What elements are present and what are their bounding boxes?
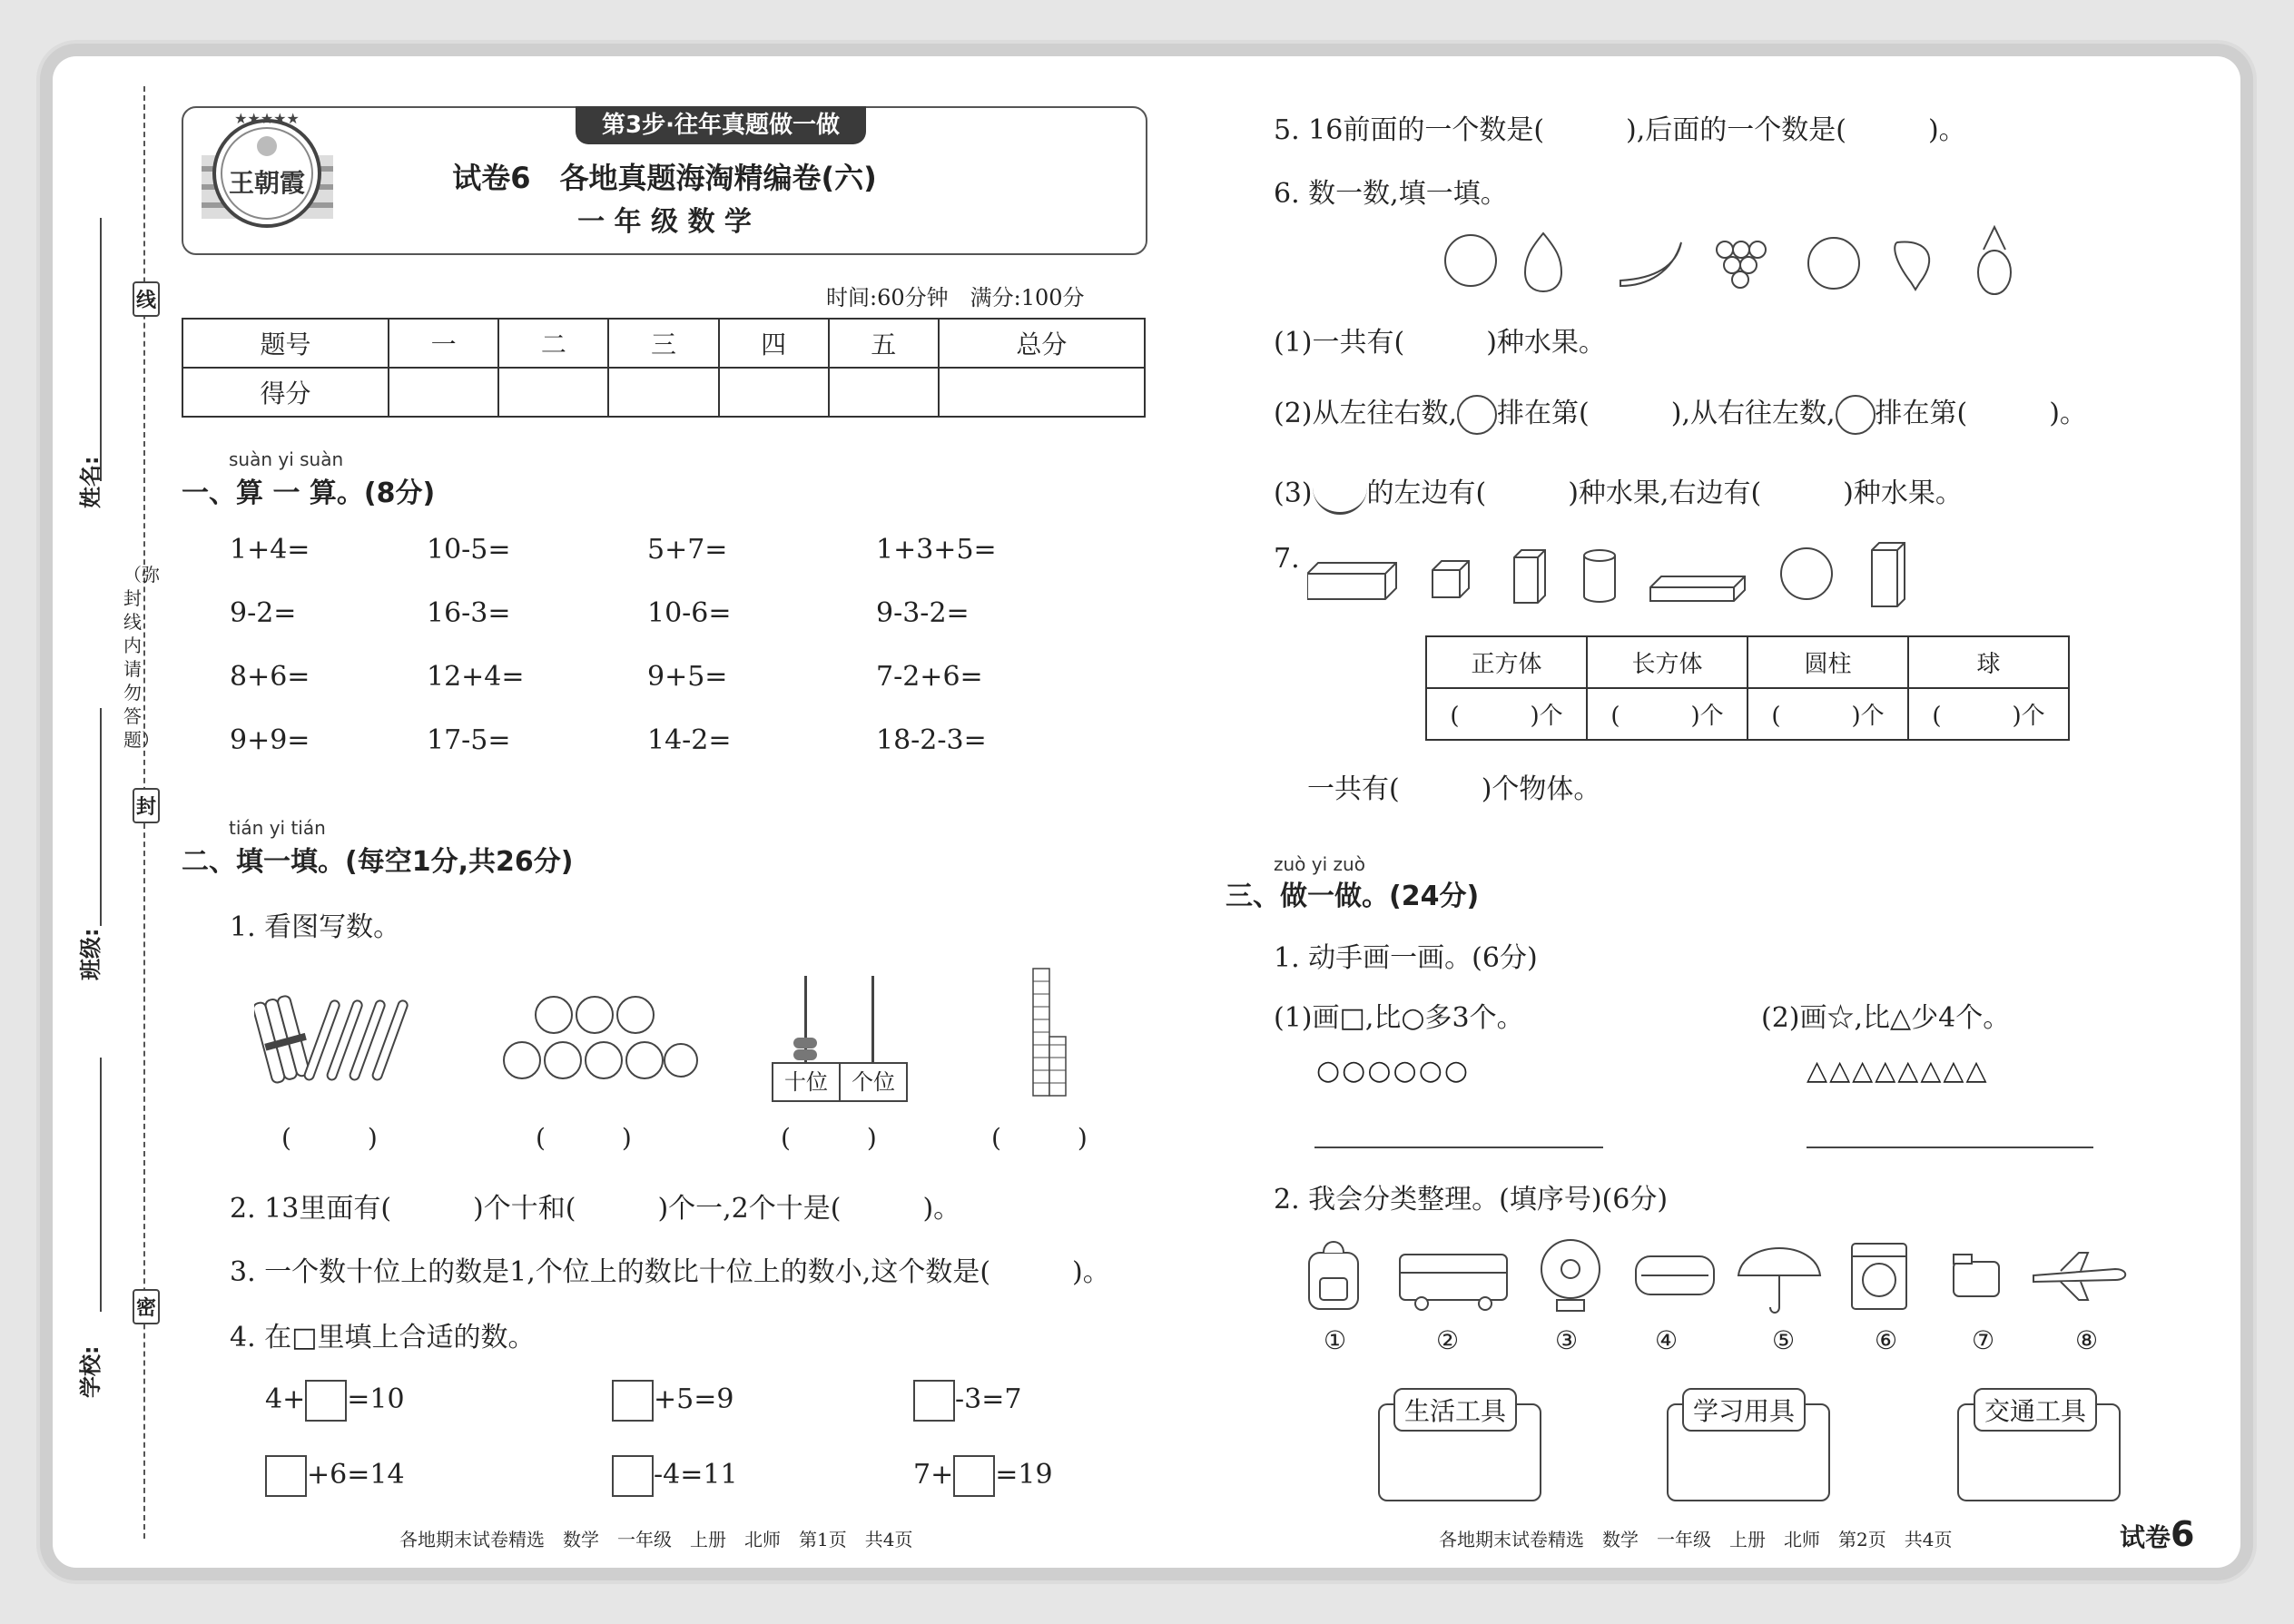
q6-2-line: [1274, 390, 2087, 435]
q1-text: 1. 看图写数。: [230, 911, 401, 943]
orange-icon: [1836, 395, 1876, 435]
q3-text: 3. 一个数十位上的数是1,个位上的数比十位上的数小,这个数是( )。: [230, 1256, 1110, 1288]
calc-item: 12+4=: [427, 661, 525, 693]
draw-line-2[interactable]: [1807, 1147, 2093, 1148]
section2-title: 二、填一填。(每空1分,共26分): [182, 846, 574, 878]
answer-blank[interactable]: ( ): [781, 1123, 877, 1153]
category-label: 学习用具: [1682, 1388, 1806, 1432]
answer-box[interactable]: [612, 1380, 654, 1422]
q6-3a: (3): [1274, 477, 1313, 509]
answer-box[interactable]: [953, 1455, 995, 1497]
shape-count-cell[interactable]: ( )个: [1748, 688, 1908, 740]
q6-3-line: [1274, 470, 1963, 515]
equation-part: 7+: [913, 1459, 954, 1491]
sharpener-icon: [1954, 1255, 1999, 1296]
score-header: 总分: [939, 319, 1145, 368]
margin-notice: （弥封线内请勿答题）: [123, 564, 160, 751]
exam-subtitle: 一 年 级 数 学: [577, 206, 752, 238]
q2-text: 2. 13里面有( )个十和( )个一,2个十是( )。: [230, 1193, 961, 1225]
cuboid-icon: [1650, 576, 1745, 601]
pineapple-icon: [1978, 251, 2011, 294]
q4-text: 4. 在□里填上合适的数。: [230, 1322, 536, 1353]
equation-part: -4=11: [654, 1459, 738, 1491]
abacus-ones-label: 个位: [839, 1062, 908, 1102]
name-line: [100, 218, 102, 481]
score-table: [182, 318, 1146, 418]
q6-2a: (2)从左往右数,: [1274, 398, 1458, 429]
answer-box[interactable]: [305, 1380, 347, 1422]
fan-icon: [1541, 1240, 1600, 1311]
abacus-bead: [793, 1038, 817, 1048]
item-number: ⑦: [1972, 1325, 1995, 1355]
score-header: 一: [389, 319, 498, 368]
item-number: ⑧: [2075, 1325, 2099, 1355]
backpack-icon: [1309, 1242, 1358, 1309]
shape-count-cell[interactable]: ( )个: [1908, 688, 2069, 740]
abacus-picture: [772, 976, 908, 1101]
shape-count-cell[interactable]: ( )个: [1426, 688, 1587, 740]
calc-item: 9-3-2=: [876, 597, 970, 629]
q6-1-text: (1)一共有( )种水果。: [1274, 327, 1606, 359]
class-label: 班级:: [78, 928, 103, 980]
q7-total: 一共有( )个物体。: [1307, 773, 1601, 805]
shape-header: 正方体: [1426, 636, 1587, 688]
draw-line-1[interactable]: [1314, 1147, 1603, 1148]
equation-part: +6=14: [307, 1459, 405, 1491]
triangles-row: △△△△△△△△: [1807, 1055, 1989, 1087]
exam-header: [182, 106, 1147, 255]
sticks-picture: [254, 989, 427, 1089]
section1-pinyin: suàn yi suàn: [229, 448, 344, 470]
section3-pinyin: zuò yi zuò: [1274, 853, 1365, 875]
cubes-picture: [1026, 964, 1071, 1100]
items-picture: [1298, 1235, 2133, 1316]
answer-blank[interactable]: ( ): [281, 1123, 378, 1153]
calc-item: 14-2=: [647, 724, 732, 756]
sphere-icon: [1781, 548, 1832, 599]
calc-item: 1+4=: [230, 534, 310, 566]
equation-part: =10: [347, 1383, 405, 1415]
footer-right: 各地期末试卷精选 数学 一年级 上册 北师 第2页 共4页: [1439, 1529, 1953, 1550]
calc-item: 1+3+5=: [876, 534, 997, 566]
q6-2c: 排在第( )。: [1875, 398, 2087, 429]
cube-icon: [1433, 561, 1469, 597]
shape-header: 球: [1908, 636, 2069, 688]
calc-item: 9+5=: [647, 661, 728, 693]
shape-count-cell[interactable]: ( )个: [1587, 688, 1748, 740]
item-number: ⑤: [1772, 1325, 1796, 1355]
peaches-picture: [499, 989, 699, 1089]
calc-item: 9-2=: [230, 597, 297, 629]
q6-text: 6. 数一数,填一填。: [1274, 178, 1508, 210]
equation-part: +5=9: [654, 1383, 734, 1415]
item-number: ②: [1436, 1325, 1460, 1355]
solids-picture: [1307, 537, 1915, 610]
score-cell[interactable]: [719, 368, 829, 417]
fill-equation-3: [913, 1380, 1021, 1422]
section1-title: 一、算 一 算。(8分): [182, 477, 436, 509]
fill-equation-2: [612, 1380, 733, 1422]
exam-title: 试卷6 各地真题海淘精编卷(六): [452, 161, 877, 195]
cuboid-icon: [1307, 563, 1396, 599]
margin-seal-char: 封: [133, 788, 160, 823]
s3-q1b: (2)画☆,比△少4个。: [1761, 1002, 2011, 1034]
score-cell[interactable]: [498, 368, 608, 417]
calc-item: 9+9=: [230, 724, 310, 756]
equation-part: 4+: [265, 1383, 306, 1415]
margin-line-char: 线: [133, 281, 160, 317]
calc-item: 5+7=: [647, 534, 728, 566]
fill-equation-1: [265, 1380, 405, 1422]
answer-blank[interactable]: ( ): [991, 1123, 1088, 1153]
equation-part: -3=7: [955, 1383, 1022, 1415]
fill-equation-5: [612, 1455, 738, 1497]
score-cell[interactable]: [608, 368, 718, 417]
q6-3b: 的左边有( )种水果,右边有( )种水果。: [1366, 477, 1963, 509]
item-number: ⑥: [1875, 1325, 1898, 1355]
calc-item: 18-2-3=: [876, 724, 987, 756]
score-header: 三: [608, 319, 718, 368]
q7-label: 7.: [1274, 543, 1300, 575]
item-number: ③: [1555, 1325, 1579, 1355]
washing-machine-icon: [1852, 1244, 1906, 1309]
pencil-case-icon: [1636, 1256, 1714, 1294]
paper-badge: [2120, 1514, 2194, 1554]
q5-text: 5. 16前面的一个数是( ),后面的一个数是( )。: [1274, 114, 1966, 146]
answer-box[interactable]: [265, 1455, 307, 1497]
item-number: ①: [1324, 1325, 1347, 1355]
fruits-picture: [1434, 222, 2033, 295]
svg-text:★★★★★: ★★★★★: [234, 110, 300, 127]
s3-q2-text: 2. 我会分类整理。(填序号)(6分): [1274, 1184, 1669, 1216]
umbrella-icon: [1738, 1248, 1820, 1313]
school-label: 学校:: [78, 1345, 103, 1398]
score-header: 五: [829, 319, 939, 368]
score-header: 题号: [182, 319, 389, 368]
category-label: 生活工具: [1393, 1388, 1517, 1432]
shape-count-table: [1425, 635, 2070, 741]
cuboid-icon: [1872, 543, 1905, 606]
abacus-tens-label: 十位: [772, 1062, 841, 1102]
category-label: 交通工具: [1974, 1388, 2097, 1432]
fill-equation-4: [265, 1455, 405, 1497]
name-label: 姓名:: [78, 456, 103, 508]
footer-left: 各地期末试卷精选 数学 一年级 上册 北师 第1页 共4页: [399, 1529, 913, 1550]
calc-item: 17-5=: [427, 724, 511, 756]
pear-icon: [1525, 233, 1561, 291]
shape-header: 长方体: [1587, 636, 1748, 688]
score-cell[interactable]: [389, 368, 498, 417]
s3-q1a: (1)画□,比○多3个。: [1274, 1002, 1524, 1034]
badge-number: 6: [2171, 1514, 2195, 1554]
score-cell[interactable]: [939, 368, 1145, 417]
orange-icon: [1808, 238, 1859, 289]
answer-box[interactable]: [913, 1380, 955, 1422]
calc-item: 8+6=: [230, 661, 310, 693]
score-header: 四: [719, 319, 829, 368]
bus-icon: [1400, 1255, 1507, 1310]
class-line: [100, 708, 102, 926]
circles-row: ○○○○○○: [1316, 1055, 1471, 1087]
section2-pinyin: tián yi tián: [229, 817, 326, 839]
calc-item: 10-6=: [647, 597, 732, 629]
abacus-bead: [793, 1049, 817, 1060]
calc-item: 7-2+6=: [876, 661, 983, 693]
s3-q1-text: 1. 动手画一画。(6分): [1274, 942, 1538, 974]
answer-box[interactable]: [612, 1455, 654, 1497]
q6-2b: 排在第( ),从右往左数,: [1497, 398, 1836, 429]
score-cell[interactable]: [829, 368, 939, 417]
logo-text: 王朝霞: [228, 168, 306, 198]
orange-icon: [1457, 395, 1497, 435]
banana-icon: [1313, 476, 1367, 515]
cylinder-icon: [1584, 556, 1615, 602]
badge-label: 试卷: [2120, 1522, 2171, 1552]
cuboid-icon: [1514, 550, 1545, 603]
calc-item: 16-3=: [427, 597, 511, 629]
section3-title: 三、做一做。(24分): [1226, 881, 1480, 912]
answer-blank[interactable]: ( ): [536, 1123, 632, 1153]
banana-icon: [1620, 242, 1681, 286]
time-info: 时间:60分钟 满分:100分: [826, 285, 1085, 310]
shape-header: 圆柱: [1748, 636, 1908, 688]
grapes-icon: [1717, 241, 1766, 288]
airplane-icon: [2033, 1253, 2125, 1300]
score-header: 二: [498, 319, 608, 368]
school-line: [100, 1058, 102, 1312]
calc-item: 10-5=: [427, 534, 511, 566]
margin-seal2-char: 密: [133, 1289, 160, 1324]
abacus-rod-ones: [871, 976, 874, 1062]
fill-equation-6: [913, 1455, 1053, 1497]
score-row-label: 得分: [182, 368, 389, 417]
item-number: ④: [1655, 1325, 1679, 1355]
equation-part: =19: [995, 1459, 1053, 1491]
strawberry-icon: [1895, 242, 1929, 290]
apple-icon: [1445, 235, 1496, 286]
step-banner: 第3步·往年真题做一做: [576, 106, 866, 144]
